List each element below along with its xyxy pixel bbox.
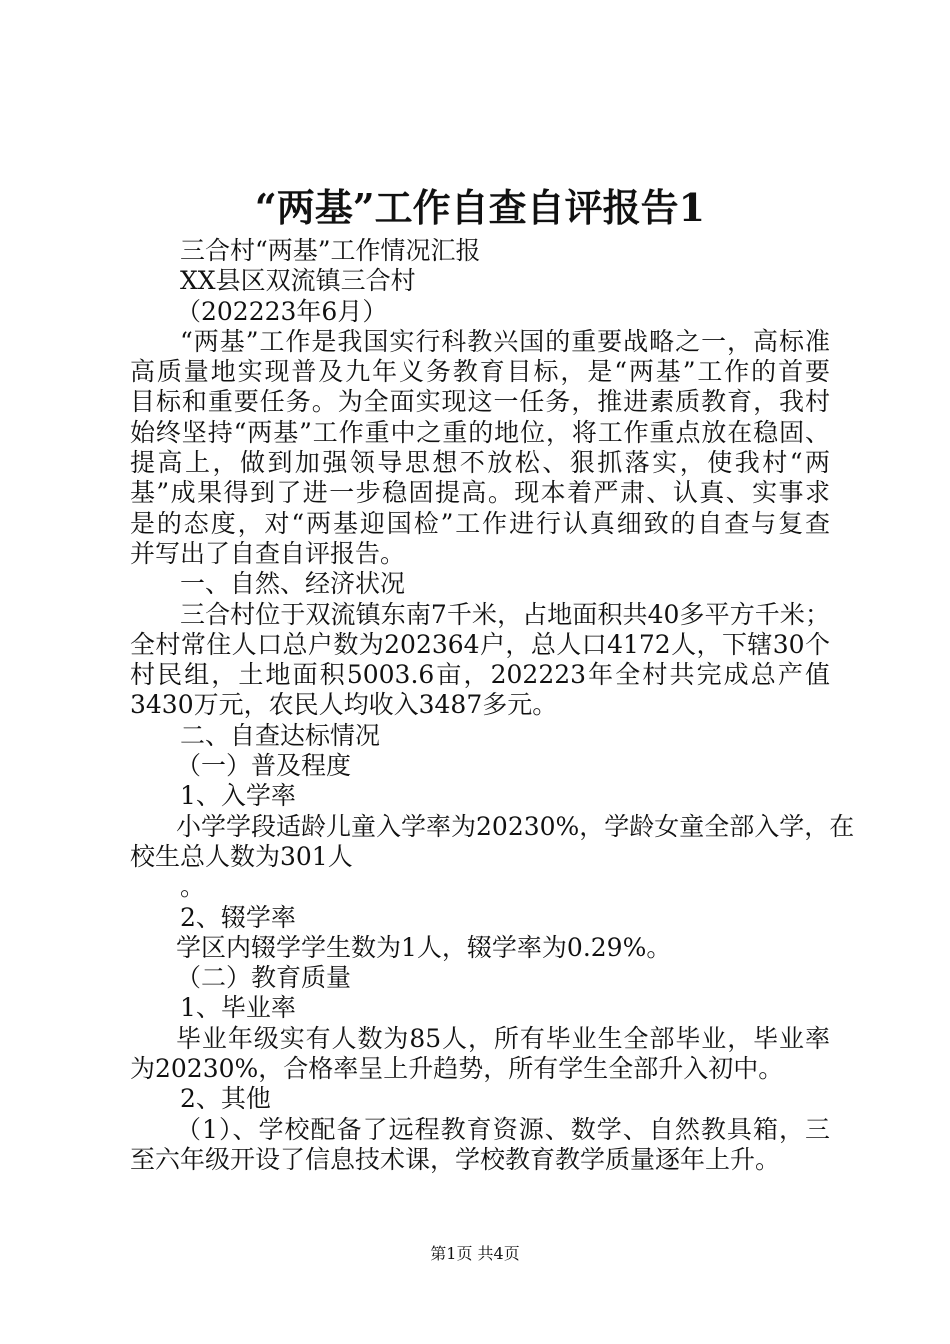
text-line: 三合村位于双流镇东南7千米，占地面积共40多平方千米； <box>180 599 830 629</box>
text-line: 学区内辍学学生数为1人，辍学率为0.29%。 <box>176 932 672 962</box>
section-heading: 二、自查达标情况 <box>180 720 381 750</box>
text-line: （1）、学校配备了远程教育资源、数学、自然教具箱，三 <box>176 1114 830 1144</box>
text-line: 并写出了自查自评报告。 <box>130 538 406 568</box>
text-line: 小学学段适龄儿童入学率为20230%，学龄女童全部入学，在 <box>176 811 855 841</box>
text-line: 提高上，做到加强领导思想不放松、狠抓落实，使我村“两 <box>130 448 830 478</box>
document-title: “两基”工作自查自评报告1 <box>254 185 706 230</box>
item-heading: 1、毕业率 <box>180 993 296 1023</box>
text-line: XX县区双流镇三合村 <box>180 266 416 296</box>
text-line: 三合村“两基”工作情况汇报 <box>180 236 481 265</box>
document-body <box>130 236 855 1175</box>
text-line: 全村常住人口总户数为202364户，总人口4172人，下辖30个 <box>130 629 830 659</box>
text-line: 为20230%，合格率呈上升趋势，所有学生全部升入初中。 <box>130 1054 784 1084</box>
item-heading: 2、其他 <box>180 1084 271 1114</box>
text-line: 校生总人数为301人 <box>130 841 353 871</box>
text-line: 目标和重要任务。为全面实现这一任务，推进素质教育，我村 <box>130 387 830 417</box>
text-line: 是的态度，对“两基迎国检”工作进行认真细致的自查与复查 <box>130 508 830 538</box>
text-line: 基”成果得到了进一步稳固提高。现本着严肃、认真、实事求 <box>130 478 830 508</box>
subsection-heading: （二）教育质量 <box>176 963 352 993</box>
item-heading: 1、入学率 <box>180 781 296 811</box>
text-line: 村民组，土地面积5003.6亩，202223年全村共完成总产值 <box>130 660 830 690</box>
item-heading: 2、辍学率 <box>180 902 296 932</box>
text-line: 高质量地实现普及九年义务教育目标，是“两基”工作的首要 <box>130 357 830 387</box>
text-line: 3430万元，农民人均收入3487多元。 <box>130 690 558 720</box>
text-line: （202223年6月） <box>176 296 388 326</box>
subsection-heading: （一）普及程度 <box>176 751 352 781</box>
text-line: 。 <box>180 872 206 902</box>
text-line: “两基”工作是我国实行科教兴国的重要战略之一，高标准 <box>180 326 830 356</box>
text-line: 至六年级开设了信息技术课，学校教育教学质量逐年上升。 <box>130 1144 781 1174</box>
text-line: 始终坚持“两基”工作重中之重的地位，将工作重点放在稳固、 <box>130 417 830 447</box>
section-heading: 一、自然、经济状况 <box>180 569 406 599</box>
text-line: 毕业年级实有人数为85人，所有毕业生全部毕业，毕业率 <box>176 1023 830 1053</box>
page-footer: 第1页 共4页 <box>430 1244 520 1263</box>
